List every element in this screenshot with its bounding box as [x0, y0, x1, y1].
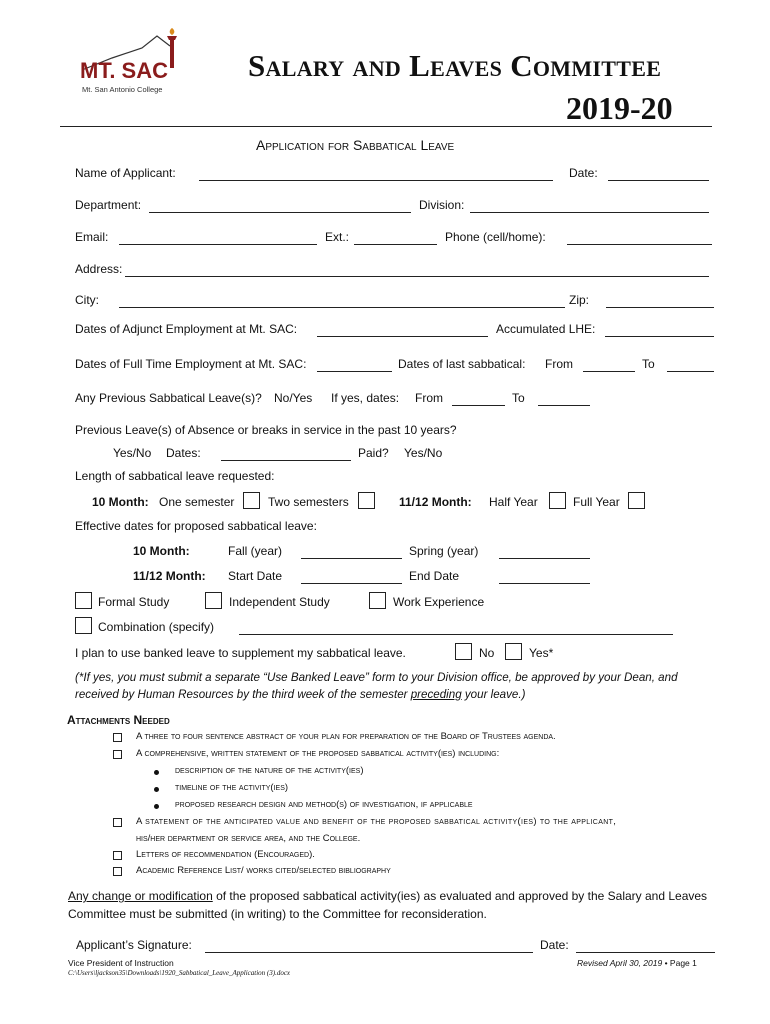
- last-to-label: To: [642, 357, 655, 371]
- header-rule: [60, 126, 712, 127]
- formal-study-checkbox[interactable]: [75, 592, 92, 609]
- division-field[interactable]: [470, 212, 709, 213]
- email-label: Email:: [75, 230, 109, 244]
- start-date-field[interactable]: [301, 583, 402, 584]
- bullet-2: [154, 787, 159, 792]
- name-label: Name of Applicant:: [75, 166, 176, 180]
- prev-to-field[interactable]: [538, 405, 590, 406]
- half-year-checkbox[interactable]: [549, 492, 566, 509]
- note-line-2c: your leave.): [461, 688, 526, 701]
- attachment-4-text: Letters of recommendation (Encouraged).: [136, 849, 315, 860]
- attachment-2-bullet-1: description of the nature of the activity(ies): [175, 765, 364, 776]
- spring-label: Spring (year): [409, 544, 479, 558]
- page-title: Salary and Leaves Committee: [248, 48, 662, 83]
- prev-leaves-yesno: Yes/No: [113, 446, 152, 460]
- note-line-2a: received by Human Resources by the third week of the semester: [75, 688, 411, 701]
- combination-field[interactable]: [239, 634, 673, 635]
- name-field[interactable]: [199, 180, 553, 181]
- work-experience-label: Work Experience: [393, 595, 485, 609]
- department-label: Department:: [75, 198, 142, 212]
- attachment-2-checkbox[interactable]: [113, 750, 122, 759]
- work-experience-checkbox[interactable]: [369, 592, 386, 609]
- footer-path: C:\Users\ljackson35\Downloads\1920_Sabbatical_Leave_Application (3).docx: [68, 969, 291, 977]
- attachment-2-bullet-2: timeline of the activity(ies): [175, 782, 289, 793]
- signature-field[interactable]: [205, 952, 533, 953]
- date-field[interactable]: [608, 180, 709, 181]
- last-from-field[interactable]: [583, 371, 635, 372]
- last-from-label: From: [545, 357, 573, 371]
- attachment-1-text: A three to four sentence abstract of your plan for preparation of the Board of Trustees agenda.: [136, 731, 556, 742]
- prev-sabbatical-label: Any Previous Sabbatical Leave(s)?: [75, 391, 262, 405]
- independent-study-checkbox[interactable]: [205, 592, 222, 609]
- banked-no-label: No: [479, 646, 495, 660]
- banked-yes-label: Yes*: [529, 646, 554, 660]
- zip-label: Zip:: [569, 293, 590, 307]
- banked-label: I plan to use banked leave to supplement my sabbatical leave.: [75, 646, 406, 660]
- lhe-label: Accumulated LHE:: [496, 322, 596, 336]
- effective-ten-month-label: 10 Month:: [133, 544, 190, 558]
- phone-field[interactable]: [567, 244, 712, 245]
- fall-field[interactable]: [301, 558, 402, 559]
- effective-label: Effective dates for proposed sabbatical leave:: [75, 519, 317, 533]
- division-label: Division:: [419, 198, 465, 212]
- lhe-field[interactable]: [605, 336, 714, 337]
- half-year-label: Half Year: [489, 495, 538, 509]
- full-year-label: Full Year: [573, 495, 620, 509]
- ten-month-label: 10 Month:: [92, 495, 149, 509]
- banked-yes-checkbox[interactable]: [505, 643, 522, 660]
- footer-revised-date: Revised April 30, 2019: [577, 958, 663, 968]
- paid-yesno: Yes/No: [404, 446, 443, 460]
- end-date-label: End Date: [409, 569, 460, 583]
- change-notice-line-2: Committee must be submitted (in writing) to the Committee for reconsideration.: [68, 907, 487, 921]
- address-label: Address:: [75, 262, 123, 276]
- last-sabbatical-label: Dates of last sabbatical:: [398, 357, 526, 371]
- prev-sabbatical-noyes: No/Yes: [274, 391, 313, 405]
- fall-label: Fall (year): [228, 544, 283, 558]
- start-date-label: Start Date: [228, 569, 283, 583]
- prev-leaves-dates-field[interactable]: [221, 460, 351, 461]
- note-line-2: [75, 688, 525, 701]
- date-label: Date:: [569, 166, 598, 180]
- college-logo: [72, 28, 192, 98]
- prev-from-field[interactable]: [452, 405, 505, 406]
- attachment-1-checkbox[interactable]: [113, 733, 122, 742]
- note-line-1: (*If yes, you must submit a separate “Use Banked Leave” form to your Division office, be approved by your Dean, and: [75, 671, 678, 684]
- footer-page: • Page 1: [664, 958, 697, 968]
- if-yes-label: If yes, dates:: [331, 391, 400, 405]
- logo-college: Mt. San Antonio College: [82, 85, 163, 94]
- two-semesters-label: Two semesters: [268, 495, 349, 509]
- attachment-3-text-b: his/her department or service area, and the College.: [136, 833, 361, 844]
- adjunct-label: Dates of Adjunct Employment at Mt. SAC:: [75, 322, 298, 336]
- end-date-field[interactable]: [499, 583, 590, 584]
- effective-eleven-month-label: 11/12 Month:: [133, 569, 206, 583]
- email-field[interactable]: [119, 244, 317, 245]
- department-field[interactable]: [149, 212, 411, 213]
- attachment-2-text: A comprehensive, written statement of the proposed sabbatical activity(ies) including:: [136, 748, 500, 759]
- footer-vp: Vice President of Instruction: [68, 958, 174, 968]
- two-semesters-checkbox[interactable]: [358, 492, 375, 509]
- change-underlined: Any change or modification: [68, 889, 213, 903]
- spring-field[interactable]: [499, 558, 590, 559]
- paid-label: Paid?: [358, 446, 389, 460]
- one-semester-checkbox[interactable]: [243, 492, 260, 509]
- ext-field[interactable]: [354, 244, 437, 245]
- one-semester-label: One semester: [159, 495, 235, 509]
- fulltime-label: Dates of Full Time Employment at Mt. SAC:: [75, 357, 307, 371]
- prev-leaves-label: Previous Leave(s) of Absence or breaks in service in the past 10 years?: [75, 423, 457, 437]
- change-rest: of the proposed sabbatical activity(ies) as evaluated and approved by the Salary and Leaves: [212, 889, 708, 903]
- attachment-2-bullet-3: proposed research design and method(s) of investigation, if applicable: [175, 799, 473, 810]
- banked-no-checkbox[interactable]: [455, 643, 472, 660]
- adjunct-field[interactable]: [317, 336, 488, 337]
- bullet-3: [154, 804, 159, 809]
- ext-label: Ext.:: [325, 230, 350, 244]
- fulltime-field[interactable]: [317, 371, 392, 372]
- footer-revised: [577, 958, 697, 968]
- prev-to-label: To: [512, 391, 525, 405]
- combination-checkbox[interactable]: [75, 617, 92, 634]
- independent-study-label: Independent Study: [229, 595, 330, 609]
- combination-label: Combination (specify): [98, 620, 215, 634]
- address-field[interactable]: [125, 276, 709, 277]
- attachment-4-checkbox[interactable]: [113, 851, 122, 860]
- signature-date-label: Date:: [540, 938, 569, 952]
- full-year-checkbox[interactable]: [628, 492, 645, 509]
- prev-leaves-dates-label: Dates:: [166, 446, 201, 460]
- formal-study-label: Formal Study: [98, 595, 170, 609]
- signature-label: Applicant’s Signature:: [76, 938, 192, 952]
- length-label: Length of sabbatical leave requested:: [75, 469, 275, 483]
- change-notice-line-1: [68, 889, 707, 903]
- attachment-3-text-a: A statement of the anticipated value and benefit of the proposed sabbatical activity(ies) to the applicant,: [136, 816, 617, 827]
- attachments-heading: Attachments Needed: [67, 713, 170, 727]
- attachment-5-checkbox[interactable]: [113, 867, 122, 876]
- city-field[interactable]: [119, 307, 565, 308]
- form-title: Application for Sabbatical Leave: [256, 137, 455, 153]
- city-label: City:: [75, 293, 99, 307]
- last-to-field[interactable]: [667, 371, 714, 372]
- year-label: 2019-20: [566, 90, 673, 126]
- attachment-5-text: Academic Reference List/ works cited/selected bibliography: [136, 865, 391, 876]
- note-preceding: preceding: [410, 688, 462, 701]
- attachment-3-checkbox[interactable]: [113, 818, 122, 827]
- logo-name: MT. SAC: [80, 58, 168, 83]
- prev-from-label: From: [415, 391, 443, 405]
- phone-label: Phone (cell/home):: [445, 230, 546, 244]
- eleven-month-label: 11/12 Month:: [399, 495, 472, 509]
- bullet-1: [154, 770, 159, 775]
- zip-field[interactable]: [606, 307, 714, 308]
- signature-date-field[interactable]: [576, 952, 715, 953]
